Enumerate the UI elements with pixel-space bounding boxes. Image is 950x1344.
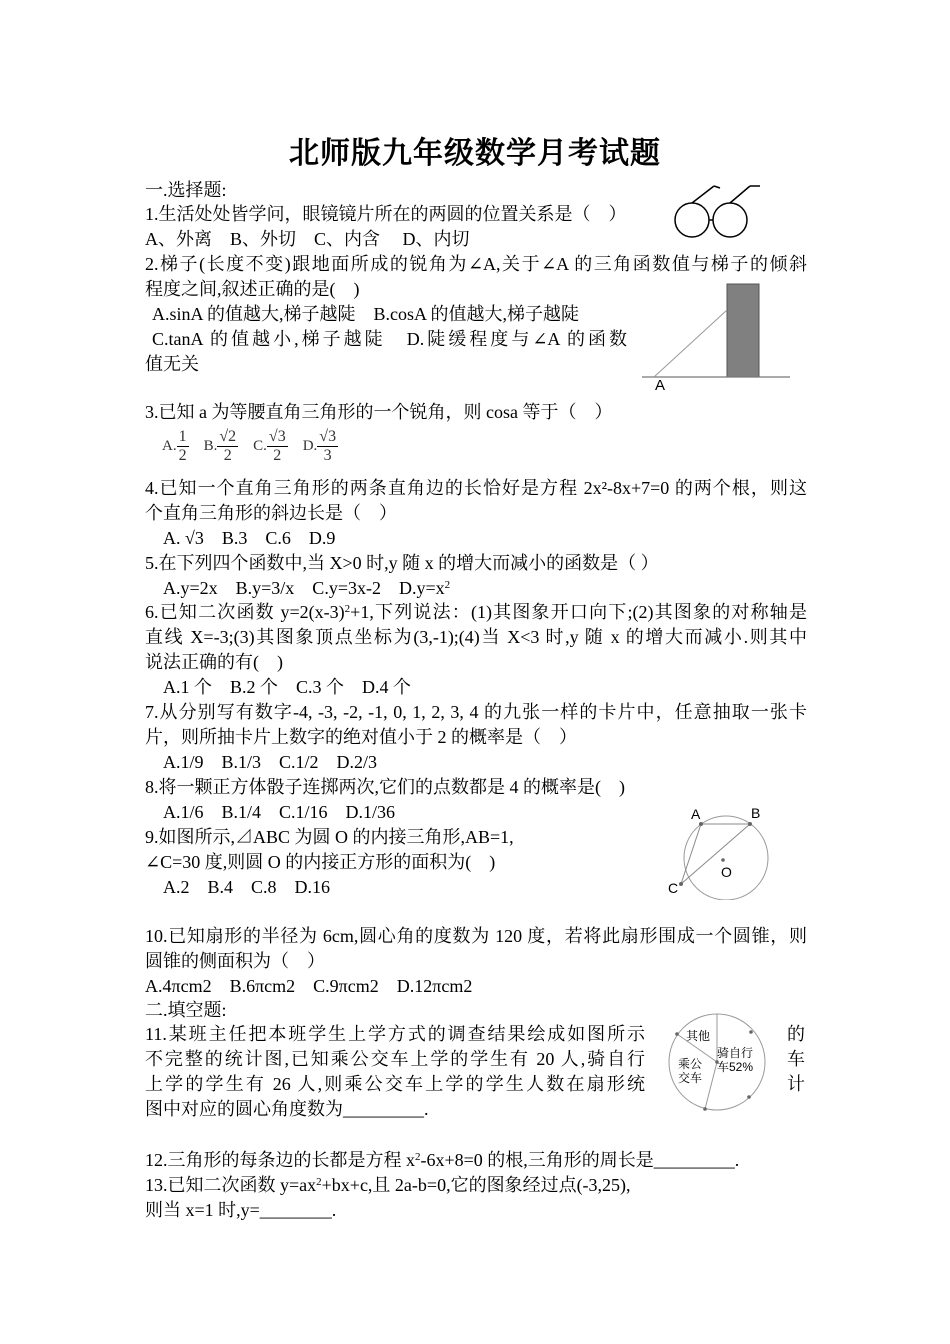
q3-option-b-label: B. <box>203 437 218 454</box>
q3-b-num: √2 <box>219 428 237 445</box>
fig-point-c: C <box>668 880 679 896</box>
question-4-options: A. √3 B.3 C.6 D.9 <box>163 528 336 548</box>
pie-label-bike-2: 车52% <box>717 1060 754 1074</box>
inscribed-triangle-figure <box>668 808 778 900</box>
question-10-line-2: 圆锥的侧面积为（ ） <box>145 951 325 971</box>
section-choice-heading: 一.选择题: <box>145 180 227 200</box>
question-2-line-1: 2.梯子(长度不变)跟地面所成的锐角为∠A,关于∠A 的三角函数值与梯子的倾斜 <box>145 254 807 274</box>
question-13-line-2: 则当 x=1 时,y=________. <box>145 1200 337 1220</box>
q5-options-text: A.y=2x B.y=3/x C.y=3x-2 D.y=x <box>163 578 445 598</box>
question-1-stem: 1.生活处处皆学问，眼镜镜片所在的两圆的位置关系是（ ） <box>145 204 627 224</box>
pie-label-other: 其他 <box>686 1029 711 1043</box>
question-7-line-2: 片，则所抽卡片上数字的绝对值小于 2 的概率是（ ） <box>145 727 577 747</box>
question-11-line-1-end: 的 <box>787 1024 805 1044</box>
fig-point-b: B <box>751 805 761 821</box>
question-6-options: A.1 个 B.2 个 C.3 个 D.4 个 <box>163 677 412 697</box>
q6-line1-a: 6.已知二次函数 y=2(x-3) <box>145 602 345 622</box>
question-9-line-1: 9.如图所示,⊿ABC 为圆 O 的内接三角形,AB=1, <box>145 827 514 847</box>
question-10-options: A.4πcm2 B.6πcm2 C.9πcm2 D.12πcm2 <box>145 976 473 996</box>
question-4-line-1: 4.已知一个直角三角形的两条直角边的长恰好是方程 2x²-8x+7=0 的两个根，则这 <box>145 478 807 498</box>
q13-line1-sup: 2 <box>316 1176 322 1188</box>
q3-a-num: 1 <box>178 428 187 445</box>
question-6-line-2: 直线 X=-3;(3)其图象顶点坐标为(3,-1);(4)当 X<3 时,y 随 x 的增大而减小.则其中 <box>145 627 807 647</box>
q13-line1-a: 13.已知二次函数 y=ax <box>145 1175 317 1195</box>
ladder-angle-label: A <box>655 377 666 394</box>
q3-option-c-label: C. <box>253 437 267 454</box>
q3-d-num: √3 <box>319 428 337 445</box>
question-6-line-1 <box>145 600 807 625</box>
question-2-options-cd-cont: 值无关 <box>145 354 199 374</box>
q13-line1-b: +bx+c,且 2a-b=0,它的图象经过点(-3,25), <box>321 1175 631 1195</box>
question-12-stem <box>145 1148 739 1173</box>
question-11-line-3: 上学的学生有 26 人,则乘公交车上学的学生人数在扇形统 <box>145 1074 645 1094</box>
pie-label-bus-1: 乘公 <box>678 1057 703 1071</box>
question-2-options-cd: C.tanA 的值越小,梯子越陡 D.陡缓程度与∠A 的函数 <box>152 329 627 349</box>
q3-c-num: √3 <box>268 428 286 445</box>
q12-stem-sup: 2 <box>415 1151 421 1163</box>
question-5-options <box>163 576 450 601</box>
question-8-stem: 8.将一颗正方体骰子连掷两次,它们的点数都是 4 的概率是( ) <box>145 777 625 797</box>
question-9-line-2: ∠C=30 度,则圆 O 的内接正方形的面积为( ) <box>145 852 496 872</box>
question-2-options-ab: A.sinA 的值越大,梯子越陡 B.cosA 的值越大,梯子越陡 <box>152 304 580 324</box>
q5-options-sup: 2 <box>444 579 451 591</box>
q3-b-den: 2 <box>223 447 232 464</box>
q12-stem-b: -6x+8=0 的根,三角形的周长是_________. <box>420 1150 740 1170</box>
question-3-options <box>162 428 338 465</box>
pie-label-bike-1: 骑自行 <box>717 1046 754 1060</box>
page-title: 北师版九年级数学月考试题 <box>289 136 661 171</box>
q3-option-a-label: A. <box>162 437 177 454</box>
glasses-figure <box>668 180 768 240</box>
fig-point-o: O <box>721 864 732 880</box>
q3-c-den: 2 <box>273 447 282 464</box>
question-11-line-4: 图中对应的圆心角度数为_________. <box>145 1099 429 1119</box>
question-10-line-1: 10.已知扇形的半径为 6cm,圆心角的度数为 120 度，若将此扇形围成一个圆锥，则 <box>145 926 807 946</box>
pie-label-bike <box>717 1046 753 1074</box>
fig-point-a: A <box>691 806 701 822</box>
question-5-stem: 5.在下列四个函数中,当 X>0 时,y 随 x 的增大而减小的函数是（ ） <box>145 553 659 573</box>
question-6-line-3: 说法正确的有( ) <box>145 652 283 672</box>
question-4-line-2: 个直角三角形的斜边长是（ ） <box>145 503 397 523</box>
question-1-options: A、外离 B、外切 C、内含 D、内切 <box>145 229 470 249</box>
q3-option-d-label: D. <box>302 437 318 454</box>
q6-line1-b: +1,下列说法：(1)其图象开口向下;(2)其图象的对称轴是 <box>350 602 807 622</box>
question-13-line-1 <box>145 1173 631 1198</box>
question-11-line-2: 不完整的统计图,已知乘公交车上学的学生有 20 人,骑自行 <box>145 1049 645 1069</box>
pie-label-bus <box>678 1057 702 1085</box>
question-7-line-1: 7.从分别写有数字-4, -3, -2, -1, 0, 1, 2, 3, 4 的九张一样的卡片中，任意抽取一张卡 <box>145 702 807 722</box>
q3-a-den: 2 <box>178 447 187 464</box>
pie-label-bus-2: 交车 <box>678 1071 703 1085</box>
question-3-stem: 3.已知 a 为等腰直角三角形的一个锐角，则 cosa 等于（ ） <box>145 402 613 422</box>
q3-option-d-fraction <box>317 428 338 465</box>
q3-option-b-fraction <box>217 428 238 465</box>
q6-line1-sup: 2 <box>344 603 351 615</box>
question-7-options: A.1/9 B.1/3 C.1/2 D.2/3 <box>163 752 378 772</box>
q3-option-a-fraction <box>177 428 189 465</box>
q3-d-den: 3 <box>323 447 332 464</box>
section-fill-heading: 二.填空题: <box>145 1000 227 1020</box>
question-11-line-1: 11.某班主任把本班学生上学方式的调查结果绘成如图所示 <box>145 1024 645 1044</box>
question-11-line-2-end: 车 <box>787 1049 805 1069</box>
question-11-line-3-end: 计 <box>787 1074 805 1094</box>
question-9-options: A.2 B.4 C.8 D.16 <box>163 877 331 897</box>
question-8-options: A.1/6 B.1/4 C.1/16 D.1/36 <box>163 802 396 822</box>
q3-option-c-fraction <box>267 428 288 465</box>
q12-stem-a: 12.三角形的每条边的长都是方程 x <box>145 1150 415 1170</box>
question-2-line-2: 程度之间,叙述正确的是( ) <box>145 279 360 299</box>
